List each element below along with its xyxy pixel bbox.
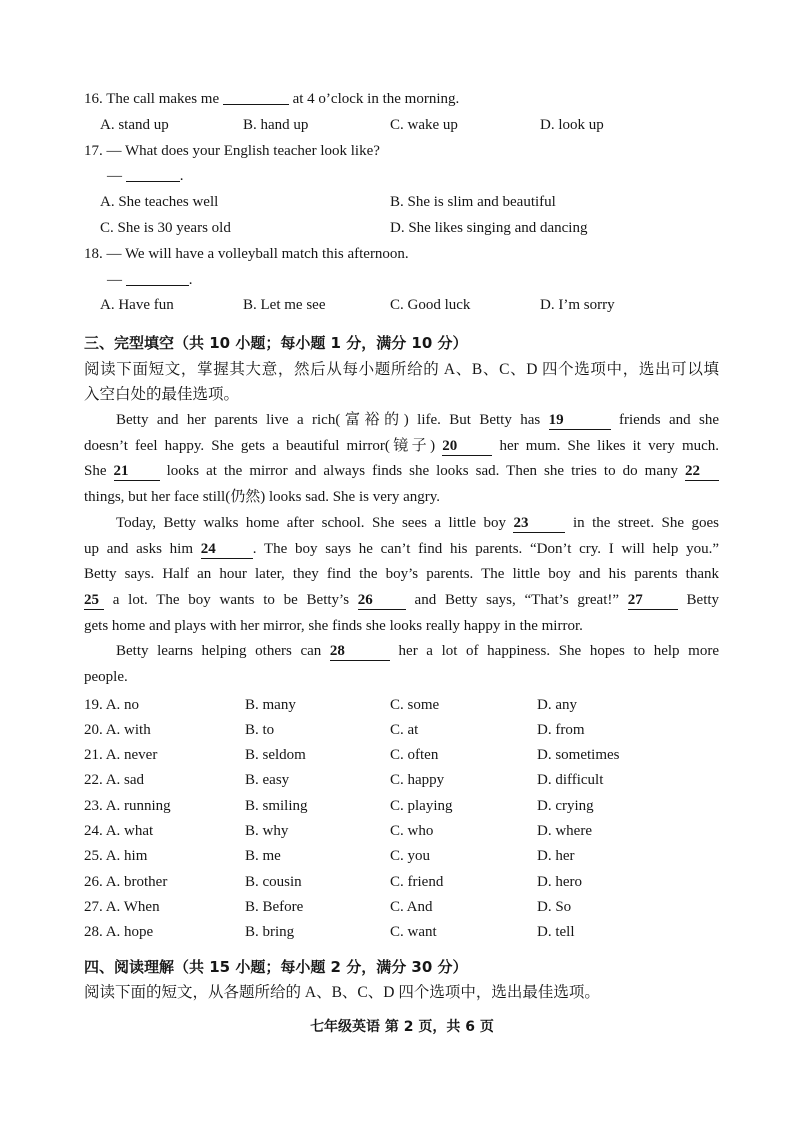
- reply-dash: —: [107, 271, 122, 288]
- section-instructions-line-1: 阅读下面短文，掌握其大意，然后从每小题所给的 A、B、C、D 四个选项中，选出可以填: [84, 360, 719, 378]
- option-a: A. with: [105, 721, 151, 738]
- cloze-option-row: [84, 743, 719, 768]
- option-c: C. She is 30 years old: [100, 219, 231, 236]
- option-d: D. look up: [540, 116, 604, 133]
- question-number: 18.: [84, 245, 103, 262]
- option-a: A. never: [105, 747, 158, 764]
- option-d: D. sometimes: [537, 747, 620, 764]
- question-stem-text: The call makes me: [106, 91, 220, 107]
- passage-line: [84, 434, 719, 460]
- question-number: 16.: [84, 91, 103, 107]
- option-b: B. many: [245, 696, 296, 713]
- passage-text: a lot. The boy wants to be Betty’s: [112, 591, 350, 608]
- option-c: C. playing: [390, 797, 453, 814]
- question-number: 27.: [84, 898, 103, 915]
- passage-text: Betty: [686, 591, 720, 608]
- question-17-options-row-1: [84, 190, 719, 216]
- answer-blank: [223, 104, 289, 105]
- question-16-stem: [84, 87, 719, 113]
- option-b: B. hand up: [243, 116, 309, 133]
- reply-end: .: [188, 271, 193, 288]
- cloze-option-row: [84, 920, 719, 945]
- question-18-stem: [84, 242, 719, 268]
- question-number: 28.: [84, 924, 103, 941]
- section-instructions: 阅读下面的短文，从各题所给的 A、B、C、D 四个选项中，选出最佳选项。: [84, 984, 600, 1001]
- cloze-option-row: [84, 794, 719, 819]
- passage-line: [84, 588, 719, 614]
- option-d: D. where: [537, 822, 592, 839]
- option-b: B. seldom: [245, 747, 306, 764]
- cloze-option-row: [84, 895, 719, 920]
- option-d: D. So: [537, 898, 572, 915]
- passage-line: [84, 665, 719, 691]
- cloze-option-row: [84, 693, 719, 718]
- question-number: 21.: [84, 747, 103, 764]
- option-a: A. hope: [105, 924, 154, 941]
- option-b: B. bring: [245, 924, 295, 941]
- blank-23: 23: [513, 516, 565, 533]
- question-17-reply: [84, 164, 719, 190]
- option-a: A. running: [105, 797, 171, 814]
- option-c: C. who: [390, 822, 434, 839]
- option-d: D. tell: [537, 924, 575, 941]
- blank-27: 27: [628, 593, 678, 610]
- question-number: 24.: [84, 822, 103, 839]
- passage-line: [84, 485, 719, 511]
- answer-blank: [126, 181, 180, 182]
- blank-22: 22: [685, 464, 719, 481]
- passage-text: her mum. She likes it very much.: [499, 437, 720, 454]
- cloze-option-row: [84, 870, 719, 895]
- cloze-option-row: [84, 718, 719, 743]
- option-b: B. easy: [245, 772, 290, 789]
- passage-text: Today, Betty walks home after school. She sees a little boy: [116, 514, 506, 531]
- passage-line: [84, 408, 719, 434]
- question-17-stem: [84, 139, 719, 165]
- option-a: A. She teaches well: [100, 194, 219, 211]
- reading-section: [84, 954, 719, 1006]
- option-d: D. her: [537, 848, 575, 865]
- blank-21: 21: [114, 464, 160, 481]
- passage-line: [84, 459, 719, 485]
- cloze-option-row: [84, 844, 719, 869]
- multiple-choice-questions: [84, 87, 719, 319]
- passage-text: She: [84, 463, 107, 480]
- question-number: 23.: [84, 797, 103, 814]
- question-16-options: [84, 113, 719, 139]
- option-c: C. happy: [390, 772, 445, 789]
- passage-text: Betty learns helping others can: [116, 643, 322, 660]
- passage-text: friends and she: [618, 412, 720, 429]
- question-number: 19.: [84, 696, 103, 713]
- cloze-option-row: [84, 819, 719, 844]
- option-c: C. some: [390, 696, 440, 713]
- passage-text: Betty and her parents live a rich(富裕的) life. But Betty has: [116, 412, 541, 429]
- passage-text: and Betty says, “That’s great!”: [414, 591, 620, 608]
- option-c: C. wake up: [390, 116, 458, 133]
- option-b: B. smiling: [245, 797, 308, 814]
- option-a: A. stand up: [100, 116, 169, 133]
- section-instructions-line-2: 入空白处的最佳选项。: [84, 386, 240, 404]
- answer-blank: [126, 285, 189, 286]
- option-c: C. Good luck: [390, 297, 471, 314]
- option-d: D. crying: [537, 797, 594, 814]
- cloze-section: [84, 331, 719, 691]
- passage-text: gets home and plays with her mirror, she finds she looks really happy in the mirror.: [84, 617, 583, 634]
- passage-text: people.: [84, 668, 128, 685]
- option-d: D. from: [537, 721, 585, 738]
- question-stem-text: — We will have a volleyball match this afternoon.: [106, 245, 409, 262]
- passage-line: [84, 511, 719, 537]
- option-c: C. And: [390, 898, 433, 915]
- question-number: 26.: [84, 873, 103, 890]
- passage-text: . The boy says he can’t find his parents. “Don’t cry. I will help you.”: [252, 540, 720, 557]
- option-a: A. When: [105, 898, 160, 915]
- option-a: A. no: [105, 696, 140, 713]
- option-d: D. hero: [537, 873, 582, 890]
- section-title: 四、阅读理解（共 15 小题；每小题 2 分，满分 30 分）: [84, 958, 468, 976]
- question-stem-text: — What does your English teacher look like?: [106, 142, 380, 159]
- option-a: A. what: [105, 822, 154, 839]
- passage-line: [84, 562, 719, 588]
- passage-text: up and asks him: [84, 540, 194, 557]
- option-b: B. Before: [245, 898, 304, 915]
- blank-20: 20: [442, 439, 492, 456]
- question-17-options-row-2: [84, 216, 719, 242]
- blank-19: 19: [549, 413, 611, 430]
- option-b: B. She is slim and beautiful: [390, 194, 556, 211]
- option-b: B. cousin: [245, 873, 302, 890]
- option-a: A. Have fun: [100, 297, 174, 314]
- blank-28: 28: [330, 644, 390, 661]
- option-c: C. friend: [390, 873, 444, 890]
- option-a: A. sad: [105, 772, 145, 789]
- option-b: B. to: [245, 721, 275, 738]
- passage-text: her a lot of happiness. She hopes to help more: [398, 643, 720, 660]
- passage-line: [84, 537, 719, 563]
- question-18-options: [84, 293, 719, 319]
- question-number: 17.: [84, 142, 103, 159]
- question-stem-text: at 4 o’clock in the morning.: [292, 91, 460, 107]
- section-title: 三、完型填空（共 10 小题；每小题 1 分，满分 10 分）: [84, 334, 468, 352]
- passage-text: things, but her face still(仍然) looks sad. She is very angry.: [84, 489, 441, 506]
- option-b: B. why: [245, 822, 289, 839]
- passage-text: looks at the mirror and always finds she looks sad. Then she tries to do many: [166, 463, 678, 480]
- passage-text: in the street. She goes: [572, 514, 719, 531]
- blank-25: 25: [84, 593, 104, 610]
- option-a: A. brother: [105, 873, 168, 890]
- option-b: B. me: [245, 848, 281, 865]
- passage-line: [84, 639, 719, 665]
- reply-dash: —: [107, 168, 122, 185]
- question-18-reply: [84, 268, 719, 294]
- question-number: 25.: [84, 848, 103, 865]
- option-c: C. want: [390, 924, 437, 941]
- cloze-option-row: [84, 768, 719, 793]
- passage-text: doesn’t feel happy. She gets a beautiful mirror(镜子): [84, 437, 436, 454]
- option-c: C. often: [390, 747, 439, 764]
- option-c: C. at: [390, 721, 419, 738]
- option-d: D. difficult: [537, 772, 604, 789]
- passage-text: Betty says. Half an hour later, they find the boy’s parents. The little boy and his parents thank: [84, 566, 719, 583]
- reply-end: .: [179, 168, 184, 185]
- question-number: 20.: [84, 721, 103, 738]
- option-b: B. Let me see: [243, 297, 326, 314]
- option-c: C. you: [390, 848, 431, 865]
- cloze-options-table: [84, 693, 719, 946]
- blank-26: 26: [358, 593, 406, 610]
- option-a: A. him: [105, 848, 148, 865]
- option-d: D. I’m sorry: [540, 297, 615, 314]
- passage-line: [84, 614, 719, 640]
- option-d: D. She likes singing and dancing: [390, 219, 588, 236]
- page-footer: 七年级英语 第 2 页，共 6 页: [310, 1019, 494, 1035]
- question-number: 22.: [84, 772, 103, 789]
- blank-24: 24: [201, 542, 253, 559]
- option-d: D. any: [537, 696, 577, 713]
